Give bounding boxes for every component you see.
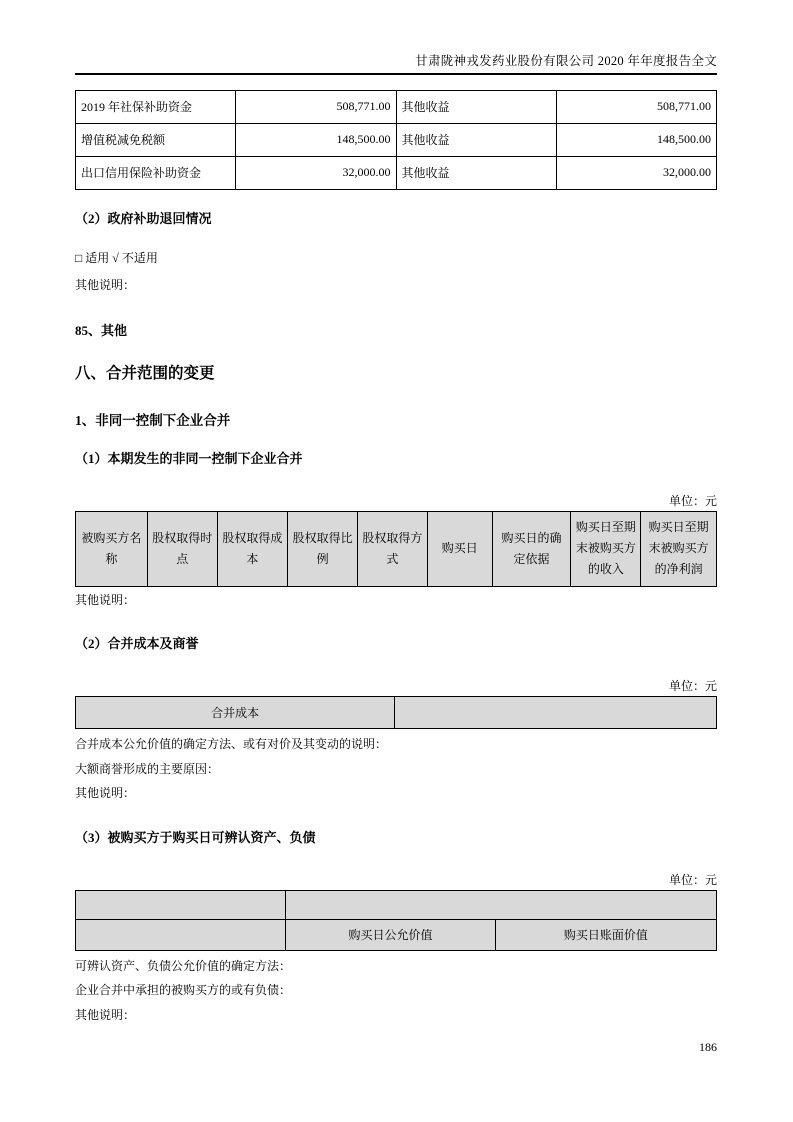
col-equity-acquire-time: 股权取得时点 (147, 511, 217, 586)
unit-label: 单位：元 (668, 872, 717, 887)
assets-item-subheader-cell (76, 919, 286, 950)
table-row (76, 123, 717, 156)
subsidy-amount-recognized: 148,500.00 (556, 123, 716, 156)
subsidy-amount: 508,771.00 (236, 90, 396, 123)
subsidy-amount-recognized: 32,000.00 (556, 156, 716, 189)
table-row (76, 156, 717, 189)
goodwill-reason-label: 大额商誉形成的主要原因： (75, 761, 220, 776)
section-heading-current-merger: （1）本期发生的非同一控制下企业合并 (75, 450, 303, 466)
subsidy-amount-recognized: 508,771.00 (556, 90, 716, 123)
merger-cost-value-cell (395, 697, 717, 729)
merger-cost-table (75, 696, 717, 729)
table-row (76, 697, 717, 729)
subsidy-name: 出口信用保险补助资金 (76, 156, 236, 189)
table-header-row (76, 511, 717, 586)
table-header-row (76, 919, 717, 950)
subsidy-category: 其他收益 (396, 123, 556, 156)
chapter-heading-scope-change: 八、合并范围的变更 (75, 364, 215, 382)
merger-cost-label-cell: 合并成本 (76, 697, 395, 729)
section-heading-merger-cost-goodwill: （2）合并成本及商誉 (75, 636, 199, 652)
col-acquiree-revenue: 购买日至期末被购买方的收入 (571, 511, 641, 586)
table-row (76, 90, 717, 123)
subsidy-category: 其他收益 (396, 156, 556, 189)
item-heading-non-common-control-merger: 1、非同一控制下企业合并 (75, 412, 231, 428)
fair-value-method-label: 可辨认资产、负债公允价值的确定方法： (75, 958, 292, 973)
col-acquiree-net-profit: 购买日至期末被购买方的净利润 (641, 511, 717, 586)
other-note-label: 其他说明： (75, 278, 136, 293)
col-acquiree-name: 被购买方名称 (76, 511, 148, 586)
assets-values-header-cell (286, 890, 717, 919)
page-number: 186 (699, 1040, 717, 1054)
section-heading-identifiable-assets: （3）被购买方于购买日可辨认资产、负债 (75, 829, 316, 845)
section-heading-refund: （2）政府补助退回情况 (75, 210, 212, 226)
applicability-line: □ 适用 √ 不适用 (75, 250, 158, 265)
section-heading-other85: 85、其他 (75, 322, 128, 338)
col-equity-acquire-ratio: 股权取得比例 (288, 511, 358, 586)
other-note-label: 其他说明： (75, 786, 136, 801)
unit-label: 单位：元 (668, 493, 717, 508)
identifiable-assets-table (75, 890, 717, 951)
report-header-title: 甘肃陇神戎发药业股份有限公司 2020 年年度报告全文 (75, 54, 717, 75)
col-purchase-date-basis: 购买日的确定依据 (492, 511, 571, 586)
subsidy-name: 增值税减免税额 (76, 123, 236, 156)
subsidy-category: 其他收益 (396, 90, 556, 123)
col-book-value-on-purchase-date: 购买日账面价值 (495, 919, 716, 950)
subsidy-table (75, 90, 717, 190)
contingent-liability-label: 企业合并中承担的被购买方的或有负债： (75, 983, 292, 998)
col-purchase-date: 购买日 (427, 511, 492, 586)
subsidy-amount: 148,500.00 (236, 123, 396, 156)
cost-fair-value-method-label: 合并成本公允价值的确定方法、或有对价及其变动的说明： (75, 737, 388, 752)
other-note-label: 其他说明： (75, 1007, 136, 1022)
subsidy-name: 2019 年社保补助资金 (76, 90, 236, 123)
col-fair-value-on-purchase-date: 购买日公允价值 (286, 919, 496, 950)
table-header-row (76, 890, 717, 919)
unit-label: 单位：元 (668, 679, 717, 694)
subsidy-amount: 32,000.00 (236, 156, 396, 189)
assets-item-header-cell (76, 890, 286, 919)
other-note-label: 其他说明： (75, 592, 136, 607)
col-equity-acquire-cost: 股权取得成本 (217, 511, 288, 586)
merger-header-table (75, 511, 717, 587)
col-equity-acquire-method: 股权取得方式 (358, 511, 428, 586)
